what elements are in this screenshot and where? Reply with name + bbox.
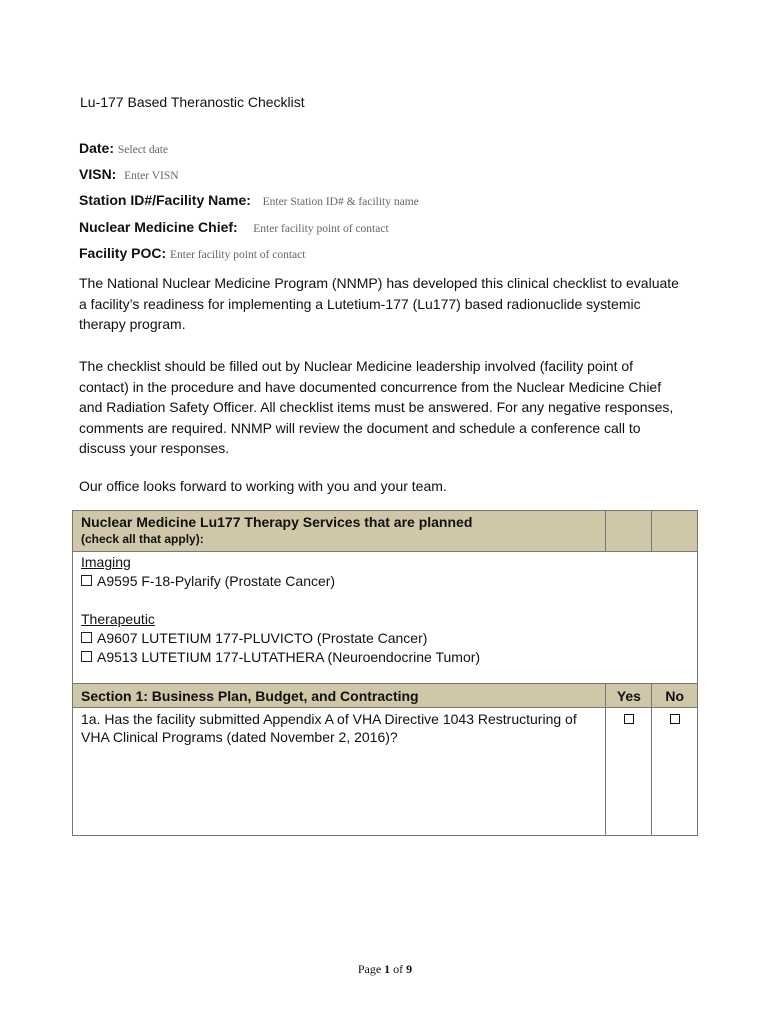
services-header: Nuclear Medicine Lu177 Therapy Services that are planned (check all that apply): bbox=[81, 513, 597, 547]
checkbox-icon[interactable] bbox=[81, 651, 92, 662]
therapeutic-heading: Therapeutic bbox=[81, 611, 155, 627]
station-input[interactable]: Enter Station ID# & facility name bbox=[262, 196, 419, 208]
yes-column-header: Yes bbox=[606, 684, 652, 708]
no-checkbox-1a[interactable] bbox=[670, 714, 680, 724]
services-header-note: (check all that apply): bbox=[81, 532, 204, 546]
list-item[interactable]: A9513 LUTETIUM 177-LUTATHERA (Neuroendocrine Tumor) bbox=[81, 648, 689, 667]
station-label: Station ID#/Facility Name: bbox=[79, 192, 251, 208]
services-body-row bbox=[73, 552, 698, 684]
poc-input[interactable]: Enter facility point of contact bbox=[170, 249, 306, 261]
poc-label: Facility POC: bbox=[79, 245, 167, 261]
list-item[interactable]: A9607 LUTETIUM 177-PLUVICTO (Prostate Cancer) bbox=[81, 629, 689, 648]
document-title: Lu-177 Based Theranostic Checklist bbox=[80, 94, 305, 110]
services-header-row bbox=[73, 511, 698, 552]
checkbox-icon[interactable] bbox=[81, 632, 92, 643]
no-column-header: No bbox=[652, 684, 698, 708]
date-input[interactable]: Select date bbox=[117, 144, 169, 156]
total-pages-number: 9 bbox=[406, 962, 413, 976]
date-label: Date: bbox=[79, 140, 115, 156]
chief-field bbox=[79, 219, 389, 235]
station-field bbox=[79, 192, 419, 208]
visn-input[interactable]: Enter VISN bbox=[124, 170, 179, 182]
date-field bbox=[79, 140, 168, 156]
page-footer: Page 1 of 9 bbox=[357, 962, 413, 976]
question-1a-text: 1a. Has the facility submitted Appendix A of VHA Directive 1043 Restructuring of VHA Clinical Programs (dated November 2, 2016)? bbox=[73, 708, 606, 836]
checklist-table bbox=[72, 510, 698, 836]
imaging-heading: Imaging bbox=[81, 554, 131, 570]
closing-paragraph: Our office looks forward to working with you and your team. bbox=[79, 478, 447, 494]
list-item[interactable]: A9595 F-18-Pylarify (Prostate Cancer) bbox=[81, 572, 689, 591]
section1-title: Section 1: Business Plan, Budget, and Contracting bbox=[73, 684, 606, 708]
section1-header-row bbox=[73, 684, 698, 708]
current-page-number: 1 bbox=[384, 962, 391, 976]
visn-field bbox=[79, 166, 179, 182]
chief-input[interactable]: Enter facility point of contact bbox=[253, 223, 389, 235]
visn-label: VISN: bbox=[79, 166, 117, 182]
yes-checkbox-1a[interactable] bbox=[624, 714, 634, 724]
poc-field bbox=[79, 245, 305, 261]
question-row-1a bbox=[73, 708, 698, 836]
instructions-paragraph: The checklist should be filled out by Nuclear Medicine leadership involved (facility point of contact) in the procedure and have documented concurrence from the Nuclear Medicine Chief and Radiation Safety Officer. All checklist items must be answered. For any negative responses, comments are required. NNMP will review the document and schedule a conference call to discuss your responses. bbox=[79, 358, 674, 456]
chief-label: Nuclear Medicine Chief: bbox=[79, 219, 238, 235]
intro-paragraph: The National Nuclear Medicine Program (NNMP) has developed this clinical checklist to evaluate a facility’s readiness for implementing a Lutetium-177 (Lu177) based radionuclide systemic therapy program. bbox=[79, 275, 679, 332]
checkbox-icon[interactable] bbox=[81, 575, 92, 586]
